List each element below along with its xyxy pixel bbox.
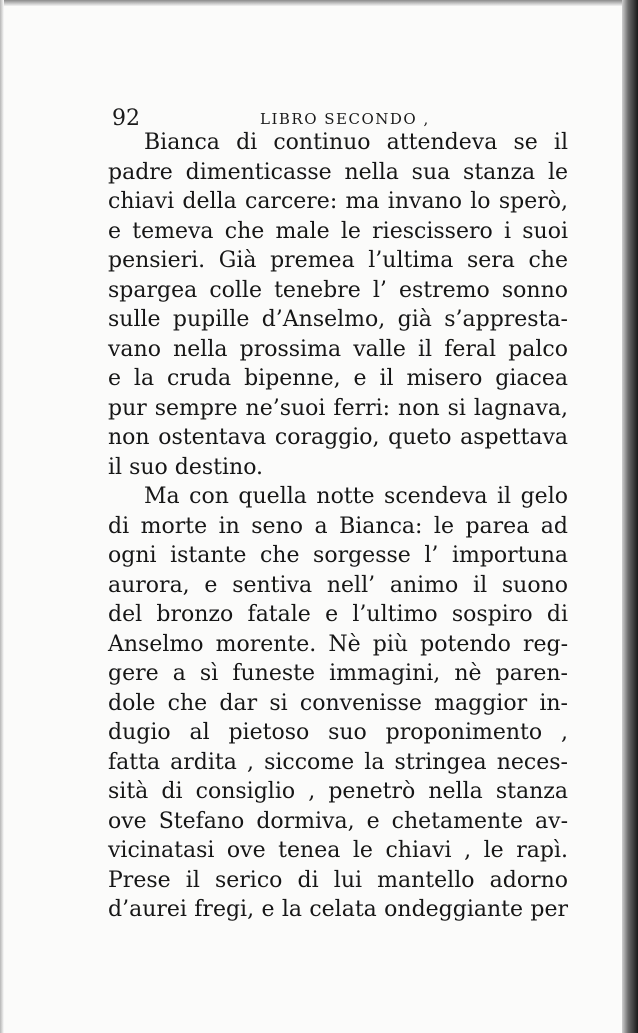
text-line: dole che dar si convenisse maggior in- <box>108 690 568 716</box>
text-line: e la cruda bipenne, e il misero giacea <box>108 366 568 391</box>
text-line: Ma con quella notte scendeva il gelo <box>144 484 568 509</box>
text-line: fatta ardita , siccome la stringea neces- <box>108 749 568 775</box>
text-line: e temeva che male le riescissero i suoi <box>108 218 568 244</box>
scan-left-edge <box>0 0 4 1033</box>
text-line: pur sempre ne’suoi ferri: non si lagnava, <box>108 395 568 421</box>
text-line: d’aurei fregi, e la celata ondeggiante per <box>108 897 568 922</box>
text-line: di morte in seno a Bianca: le parea ad <box>108 513 568 539</box>
scan-right-edge <box>622 0 638 1033</box>
body-text <box>108 128 568 925</box>
text-line: aurora, e sentiva nell’ animo il suono <box>108 572 568 598</box>
text-line: padre dimenticasse nella sua stanza le <box>108 159 568 185</box>
text-line: pensieri. Già premea l’ultima sera che <box>108 248 568 273</box>
text-line: gere a sì funeste immagini, nè paren- <box>108 661 568 686</box>
text-line: Anselmo morente. Nè più potendo reg- <box>108 631 568 657</box>
text-line: Prese il serico di lui mantello adorno <box>108 867 568 893</box>
text-line: dugio al pietoso suo proponimento , <box>108 720 568 745</box>
text-line: vicinatasi ove tenea le chiavi , le rapì. <box>108 838 568 863</box>
text-line: Bianca di continuo attendeva se il <box>144 130 568 155</box>
text-line: sità di consiglio , penetrò nella stanza <box>108 779 568 804</box>
text-line: vano nella prossima valle il feral palco <box>108 336 568 362</box>
text-line: chiavi della carcere: ma invano lo sperò, <box>108 189 568 214</box>
scan-top-edge <box>0 0 638 6</box>
text-line: del bronzo fatale e l’ultimo sospiro di <box>108 602 568 627</box>
text-line: il suo destino. <box>108 454 264 480</box>
text-line: non ostentava coraggio, queto aspettava <box>108 425 568 450</box>
text-line: ogni istante che sorgesse l’ importuna <box>108 543 568 568</box>
running-head: LIBRO SECONDO , <box>260 110 430 128</box>
text-line: spargea colle tenebre l’ estremo sonno <box>108 277 568 303</box>
text-line: ove Stefano dormiva, e chetamente av- <box>108 808 568 834</box>
page-number: 92 <box>112 106 140 131</box>
text-line: sulle pupille d’Anselmo, già s’appresta- <box>108 307 568 332</box>
